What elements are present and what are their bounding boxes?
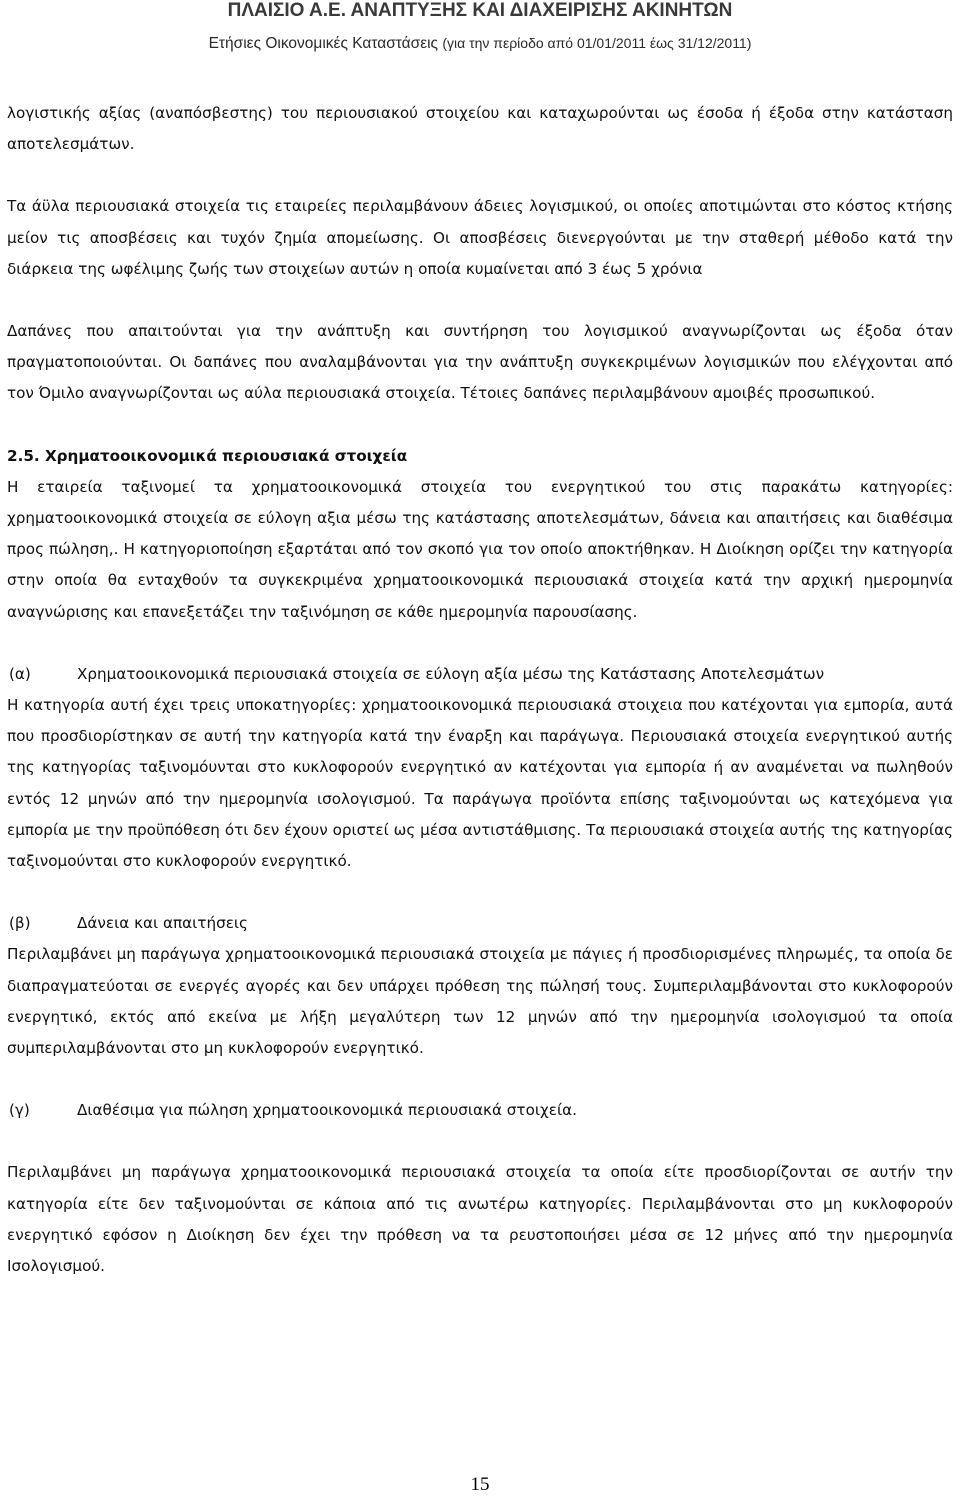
item-title: Χρηματοοικονομικά περιουσιακά στοιχεία σε εύλογη αξία μέσω της Κατάστασης Αποτελεσμάτων: [77, 664, 825, 683]
item-b-body: Περιλαμβάνει μη παράγωγα χρηματοοικονομικά περιουσιακά στοιχεία με πάγιες ή προσδιορισμένες πληρωμές, τα οποία δε διαπραγματεύοται σε ενεργές αγορές και δεν υπάρχει πρόθεση της πώλησή τους. Συμπεριλαμβάνονται στο κυκλοφορούν ενεργητικό, εκτός από εκείνα με λήξη μεγαλύτερη των 12 μηνών από την ημερομηνία ισολογισμού τα οποία συμπεριλαμβάνονται στο μη κυκλοφορούν ενεργητικό.: [7, 945, 953, 1058]
item-c-body: Περιλαμβάνει μη παράγωγα χρηματοοικονομικά περιουσιακά στοιχεία τα οποία είτε προσδιορίζονται σε αυτήν την κατηγορία είτε δεν ταξινομούνται σε κάποια από τις ανωτέρω κατηγορίες. Περιλαμβάνονται στο μη κυκλοφορούν ενεργητικό εφόσον η Διοίκηση δεν έχει την πρόθεση να τα ρευστοποιήσει μέσα σε 12 μήνες από την ημερομηνία Ισολογισμού.: [7, 1163, 953, 1276]
item-title: Διαθέσιμα για πώληση χρηματοοικονομικά περιουσιακά στοιχεία.: [77, 1101, 577, 1120]
paragraph-software-costs: Δαπάνες που απαιτούνται για την ανάπτυξη και συντήρηση του λογισμικού αναγνωρίζονται ως έξοδα όταν πραγματοποιούνται. Οι δαπάνες που αναλαμβάνονται για την ανάπτυξη συγκεκριμένων λογισμικών που ελέγχονται από τον Όμιλο αναγνωρίζονται ως αύλα περιουσιακά στοιχεία. Τέτοιες δαπάνες περιλαμβάνουν αμοιβές προσωπικού.: [7, 322, 953, 403]
subtitle-main: Ετήσιες Οικονομικές Καταστάσεις: [208, 35, 443, 52]
section-heading: 2.5. Χρηματοοικονομικά περιουσιακά στοιχεία: [7, 446, 408, 465]
paragraph-depreciation-gains: λογιστικής αξίας (αναπόσβεστης) του περιουσιακού στοιχείου και καταχωρούνται ως έσοδα ή έξοδα στην κατάσταση αποτελεσμάτων.: [7, 104, 953, 154]
paragraph-intangible-assets: Τα άϋλα περιουσιακά στοιχεία τις εταιρείες περιλαμβάνουν άδειες λογισμικού, οι οποίες αποτιμώνται στο κόστος κτήσης μείον τις αποσβέσεις και τυχόν ζημία απομείωσης. Οι αποσβέσεις διενεργούνται με την σταθερή μέθοδο κατά την διάρκεια της ωφέλιμης ζωής των στοιχείων αυτών η οποία κυμαίνεται από 3 έως 5 χρόνια: [7, 197, 953, 278]
item-marker: (β): [9, 914, 31, 933]
item-a-heading: [7, 659, 953, 690]
item-b-heading: [7, 908, 953, 939]
document-header-subtitle: [0, 33, 960, 53]
subtitle-period: (για την περίοδο από 01/01/2011 έως 31/12/2011): [442, 35, 752, 51]
document-body: [7, 98, 953, 1282]
item-marker: (α): [9, 664, 31, 683]
item-marker: (γ): [9, 1101, 30, 1120]
item-c-heading: [7, 1095, 953, 1126]
item-a-body: Η κατηγορία αυτή έχει τρεις υποκατηγορίες: χρηματοοικονομικά περιουσιακά στοιχεια που κατέχονται για εμπορία, αυτά που προσδιορίστηκαν σε αυτή την κατηγορία κατά την έναρξη και παράγωγα. Περιουσιακά στοιχεία ενεργητικού αυτής της κατηγορίας ταξινομόυνται στο κυκλοφορούν ενεργητικό αν κατέχονται για εμπορία ή αν αναμένεται να πωληθούν εντός 12 μηνών από την ημερομηνία ισολογισμού. Τα παράγωγα προϊόντα επίσης ταξινομούνται ως κατεχόμενα για εμπορία με την προϋπόθεση ότι δεν έχουν οριστεί ως μέσα αντιστάθμισης. Τα περιουσιακά στοιχεία αυτής της κατηγορίας ταξινομούνται στο κυκλοφορούν ενεργητικό.: [7, 696, 953, 871]
document-header-title: ΠΛΑΙΣΙΟ Α.Ε. ΑΝΑΠΤΥΞΗΣ ΚΑΙ ΔΙΑΧΕΙΡΙΣΗΣ ΑΚΙΝΗΤΩΝ: [227, 0, 733, 21]
item-title: Δάνεια και απαιτήσεις: [77, 914, 248, 933]
page-number: 15: [470, 1474, 490, 1495]
section-intro: Η εταιρεία ταξινομεί τα χρηματοοικονομικά στοιχεία του ενεργητικού του στις παρακάτω κατηγορίες: χρηματοοικονομικά στοιχεία σε εύλογη αξια μέσω της κατάστασης αποτελεσμάτων, δάνεια και απαιτήσεις και διαθέσιμα προς πώληση,. Η κατηγοριοποίηση εξαρτάται από τον σκοπό για τον οποίο αποκτήθηκαν. Η Διοίκηση ορίζει την κατηγορία στην οποία θα ενταχθούν τα συγκεκριμένα χρηματοοικονομικά περιουσιακά στοιχεία κατά την αρχική ημερομηνία αναγνώρισης και επανεξετάζει την ταξινόμηση σε κάθε ημερομηνία παρουσίασης.: [7, 477, 953, 621]
